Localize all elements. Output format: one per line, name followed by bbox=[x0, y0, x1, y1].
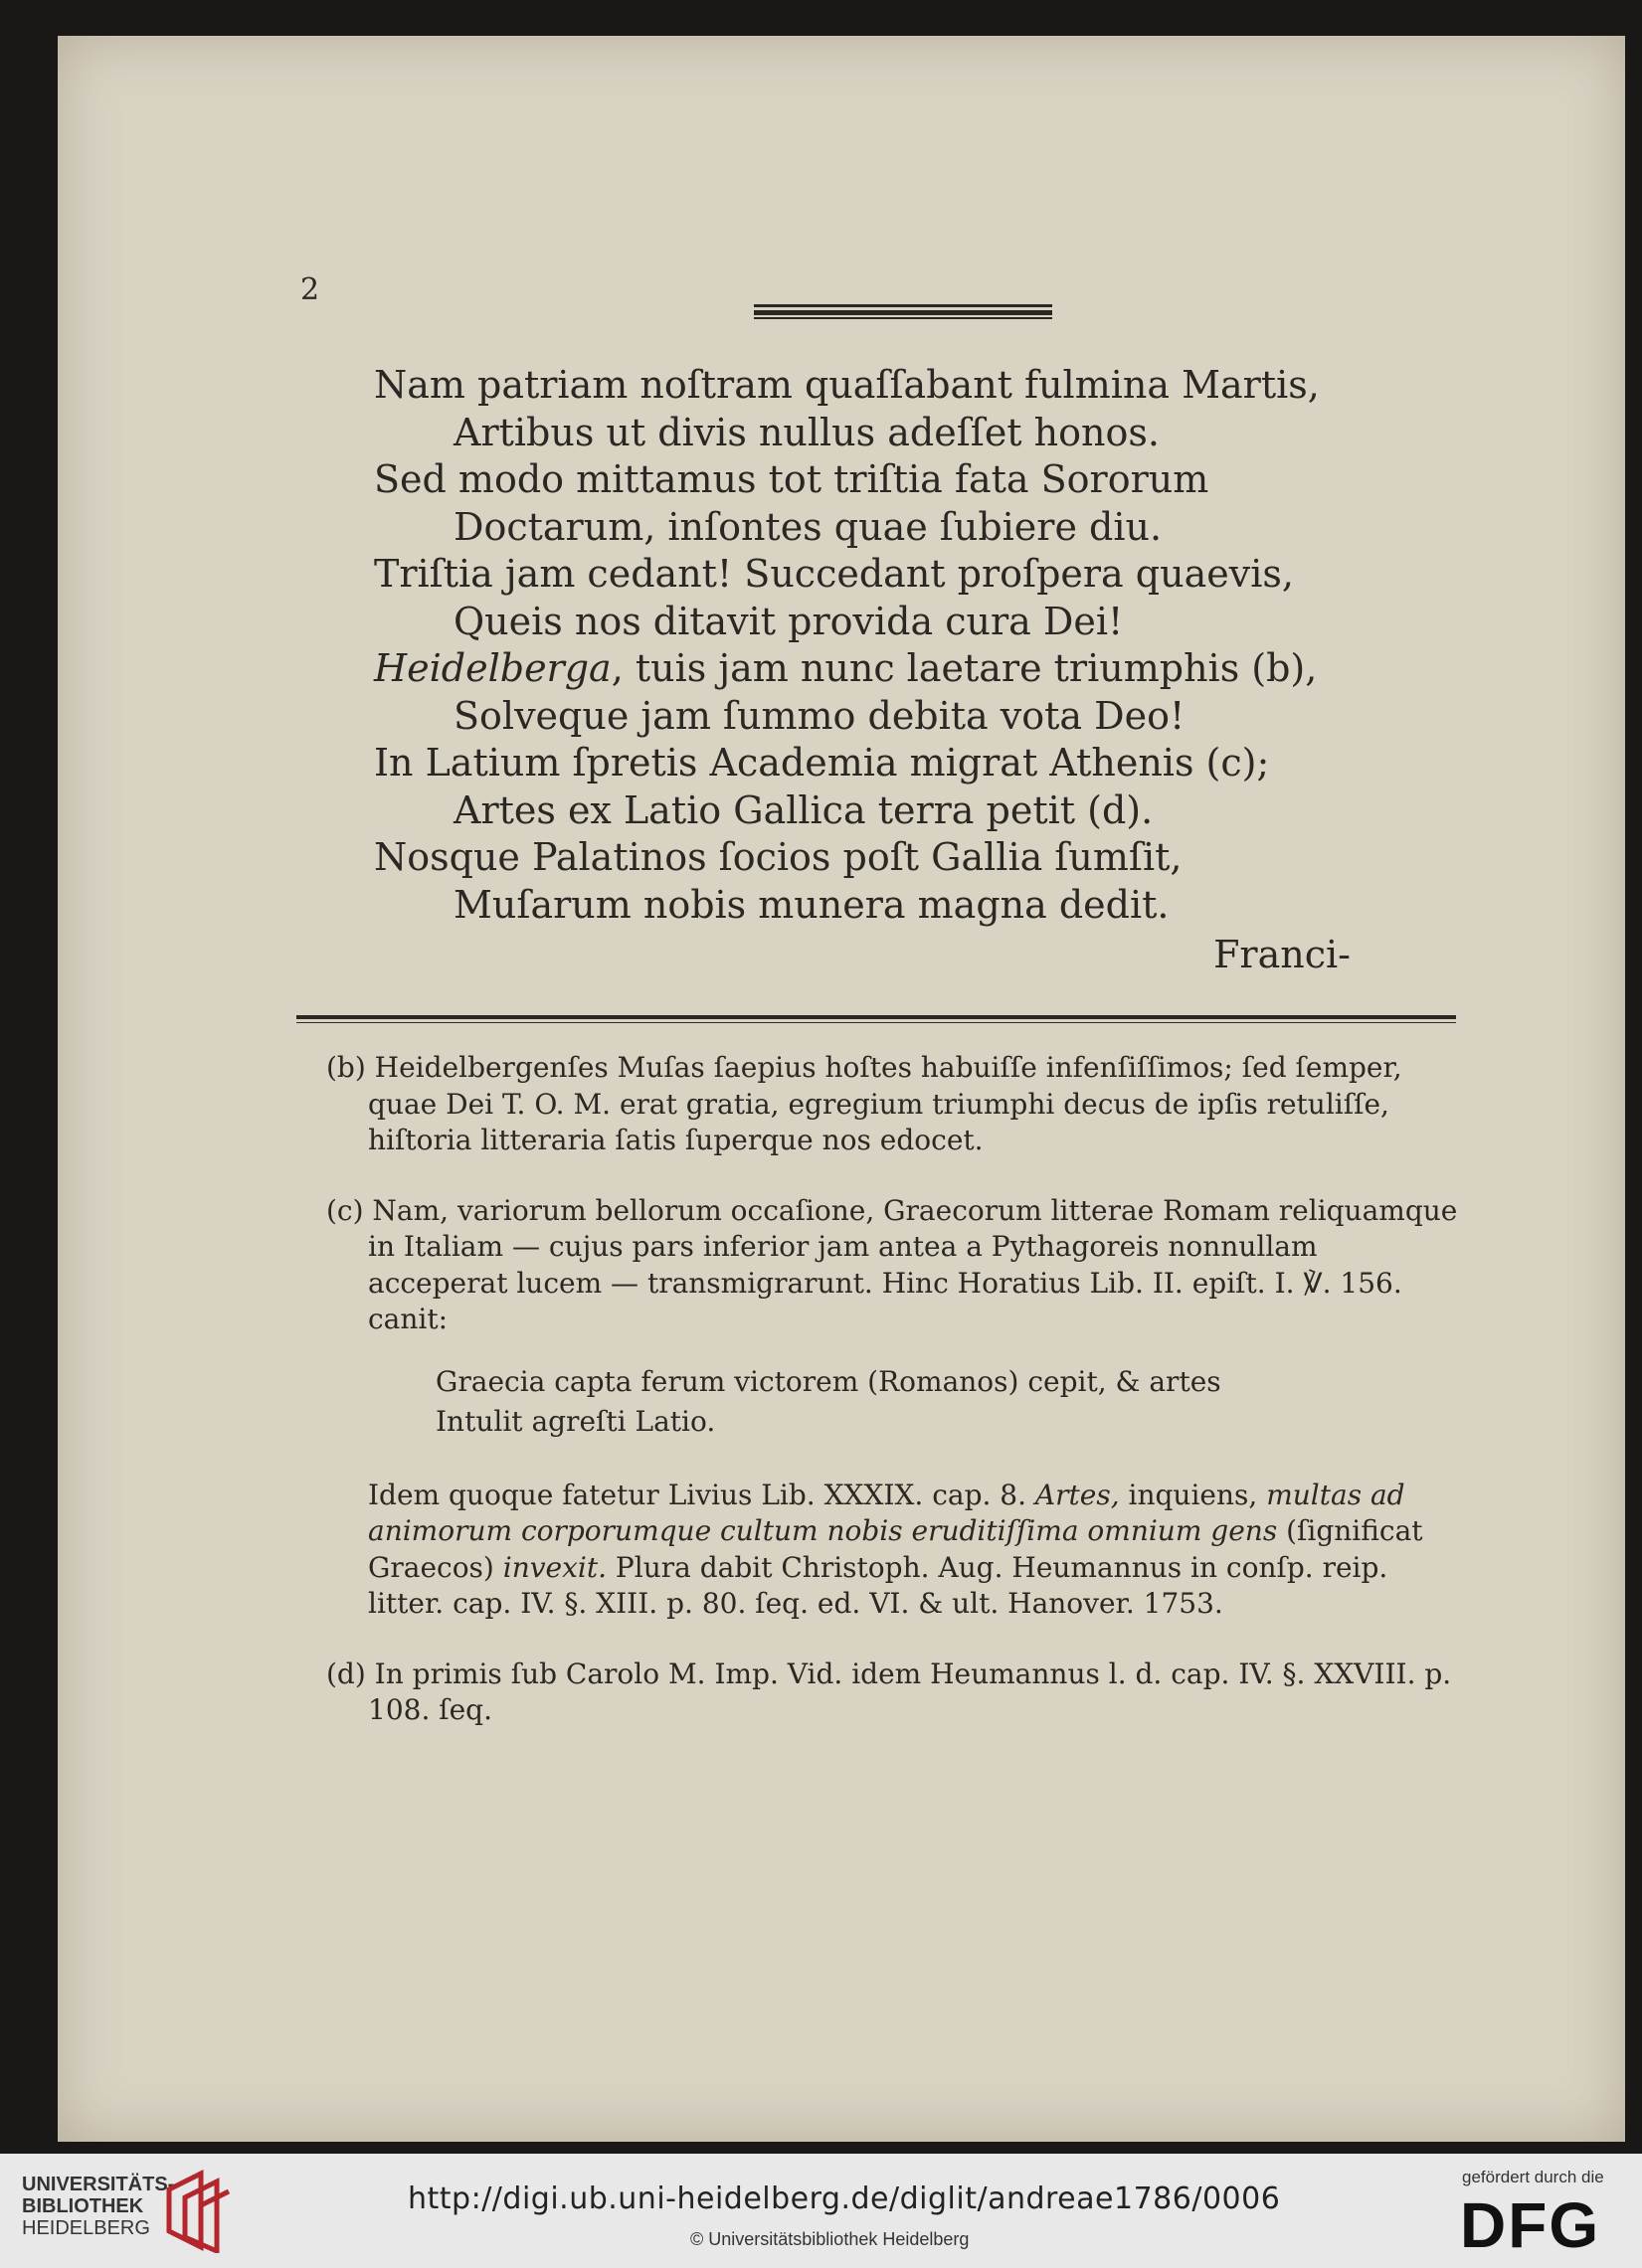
funded-by-label: gefördert durch die bbox=[1462, 2168, 1604, 2186]
page-number: 2 bbox=[300, 272, 320, 307]
footnote-rule bbox=[296, 1015, 1456, 1019]
library-line: HEIDELBERG bbox=[22, 2217, 150, 2239]
verse: Triſtia jam cedant! Succedant proſpera quaevis, bbox=[374, 552, 1294, 596]
catchword: Franci- bbox=[1213, 933, 1351, 976]
verse: Solveque jam ſummo debita vota Deo! bbox=[454, 693, 1186, 738]
footnotes bbox=[326, 1050, 1460, 1763]
library-logo-text[interactable] bbox=[22, 2174, 174, 2239]
para-italic: multas ad animorum corporumque cultum nobis eruditiſſima omnium gens bbox=[368, 1478, 1405, 1547]
para-text: Plura dabit Christoph. Aug. Heumannus in conſp. reip. litter. cap. IV. §. XIII. p. 80. ſeq. ed. VI. & ult. Hanover. 1753. bbox=[368, 1550, 1388, 1620]
quote-line: Intulit agreſti Latio. bbox=[436, 1404, 716, 1438]
footnote-d bbox=[326, 1657, 1460, 1729]
verse-rest: , tuis jam nunc laetare triumphis (b), bbox=[611, 646, 1318, 690]
library-line: BIBLIOTHEK bbox=[22, 2195, 144, 2217]
verse bbox=[374, 645, 1318, 693]
verse: Nam patriam noſtram quaſſabant fulmina Martis, bbox=[374, 363, 1320, 407]
footnote-c-quote bbox=[326, 1362, 1460, 1442]
para-text: inquiens, bbox=[1128, 1478, 1267, 1511]
verse: Nosque Palatinos ſocios poſt Gallia ſumſit, bbox=[374, 835, 1183, 879]
verse: In Latium ſpretis Academia migrat Athenis (c); bbox=[374, 741, 1270, 785]
footnote-rule-thin bbox=[296, 1022, 1456, 1023]
permalink-url[interactable]: http://digi.ub.uni-heidelberg.de/diglit/andreae1786/0006 bbox=[408, 2181, 1281, 2216]
verse: Queis nos ditavit provida cura Dei! bbox=[454, 599, 1124, 643]
footnote-c-continuation bbox=[326, 1478, 1460, 1623]
scanned-page bbox=[58, 36, 1625, 2142]
quote-line: Graecia capta ferum victorem (Romanos) cepit, & artes bbox=[436, 1364, 1221, 1398]
verse: Sed modo mittamus tot triſtia fata Sororum bbox=[374, 457, 1209, 501]
para-italic: invexit. bbox=[502, 1550, 608, 1584]
verse-italic: Heidelberga bbox=[374, 646, 612, 690]
footnote-c bbox=[326, 1193, 1460, 1338]
para-text: Idem quoque fatetur Livius Lib. XXXIX. cap. 8. bbox=[368, 1478, 1035, 1511]
verse: Artes ex Latio Gallica terra petit (d). bbox=[454, 787, 1154, 832]
library-line: UNIVERSITÄTS- bbox=[22, 2174, 175, 2195]
footnote-b bbox=[326, 1050, 1460, 1159]
copyright-notice: © Universitätsbibliothek Heidelberg bbox=[690, 2229, 970, 2249]
dfg-logo[interactable]: DFG bbox=[1460, 2189, 1601, 2261]
footnote-d-text: (d) In primis ſub Carolo M. Imp. Vid. idem Heumannus l. d. cap. IV. §. XXVIII. p. 108. ſeq. bbox=[326, 1657, 1452, 1726]
poem bbox=[374, 362, 1320, 929]
viewer-footer bbox=[0, 2154, 1642, 2268]
para-italic: Artes, bbox=[1034, 1478, 1129, 1511]
footnote-b-text: (b) Heidelbergenſes Muſas ſaepius hoſtes habuiſſe infenſiſſimos; ſed ſemper, quae Dei T. O. M. erat gratia, egregium triumphi decus de ipſis retuliſſe, hiſtoria litteraria ſatis ſuperque nos edocet. bbox=[326, 1051, 1402, 1156]
footnote-c-text: (c) Nam, variorum bellorum occaſione, Graecorum litterae Romam reliquamque in Italiam — cujus pars inferior jam antea a Pythagoreis nonnullam acceperat lucem — transmigrarunt. Hinc Horatius Lib. II. epiſt. I. ℣. 156. canit: bbox=[326, 1193, 1458, 1335]
verse: Doctarum, inſontes quae ſubiere diu. bbox=[454, 504, 1163, 549]
header-ornament bbox=[754, 304, 1052, 318]
verse: Artibus ut divis nullus adeſſet honos. bbox=[454, 410, 1160, 454]
para-text: (ſignificat Graecos) bbox=[368, 1514, 1423, 1584]
library-logo-icon[interactable] bbox=[161, 2170, 233, 2253]
verse: Muſarum nobis munera magna dedit. bbox=[454, 882, 1170, 927]
